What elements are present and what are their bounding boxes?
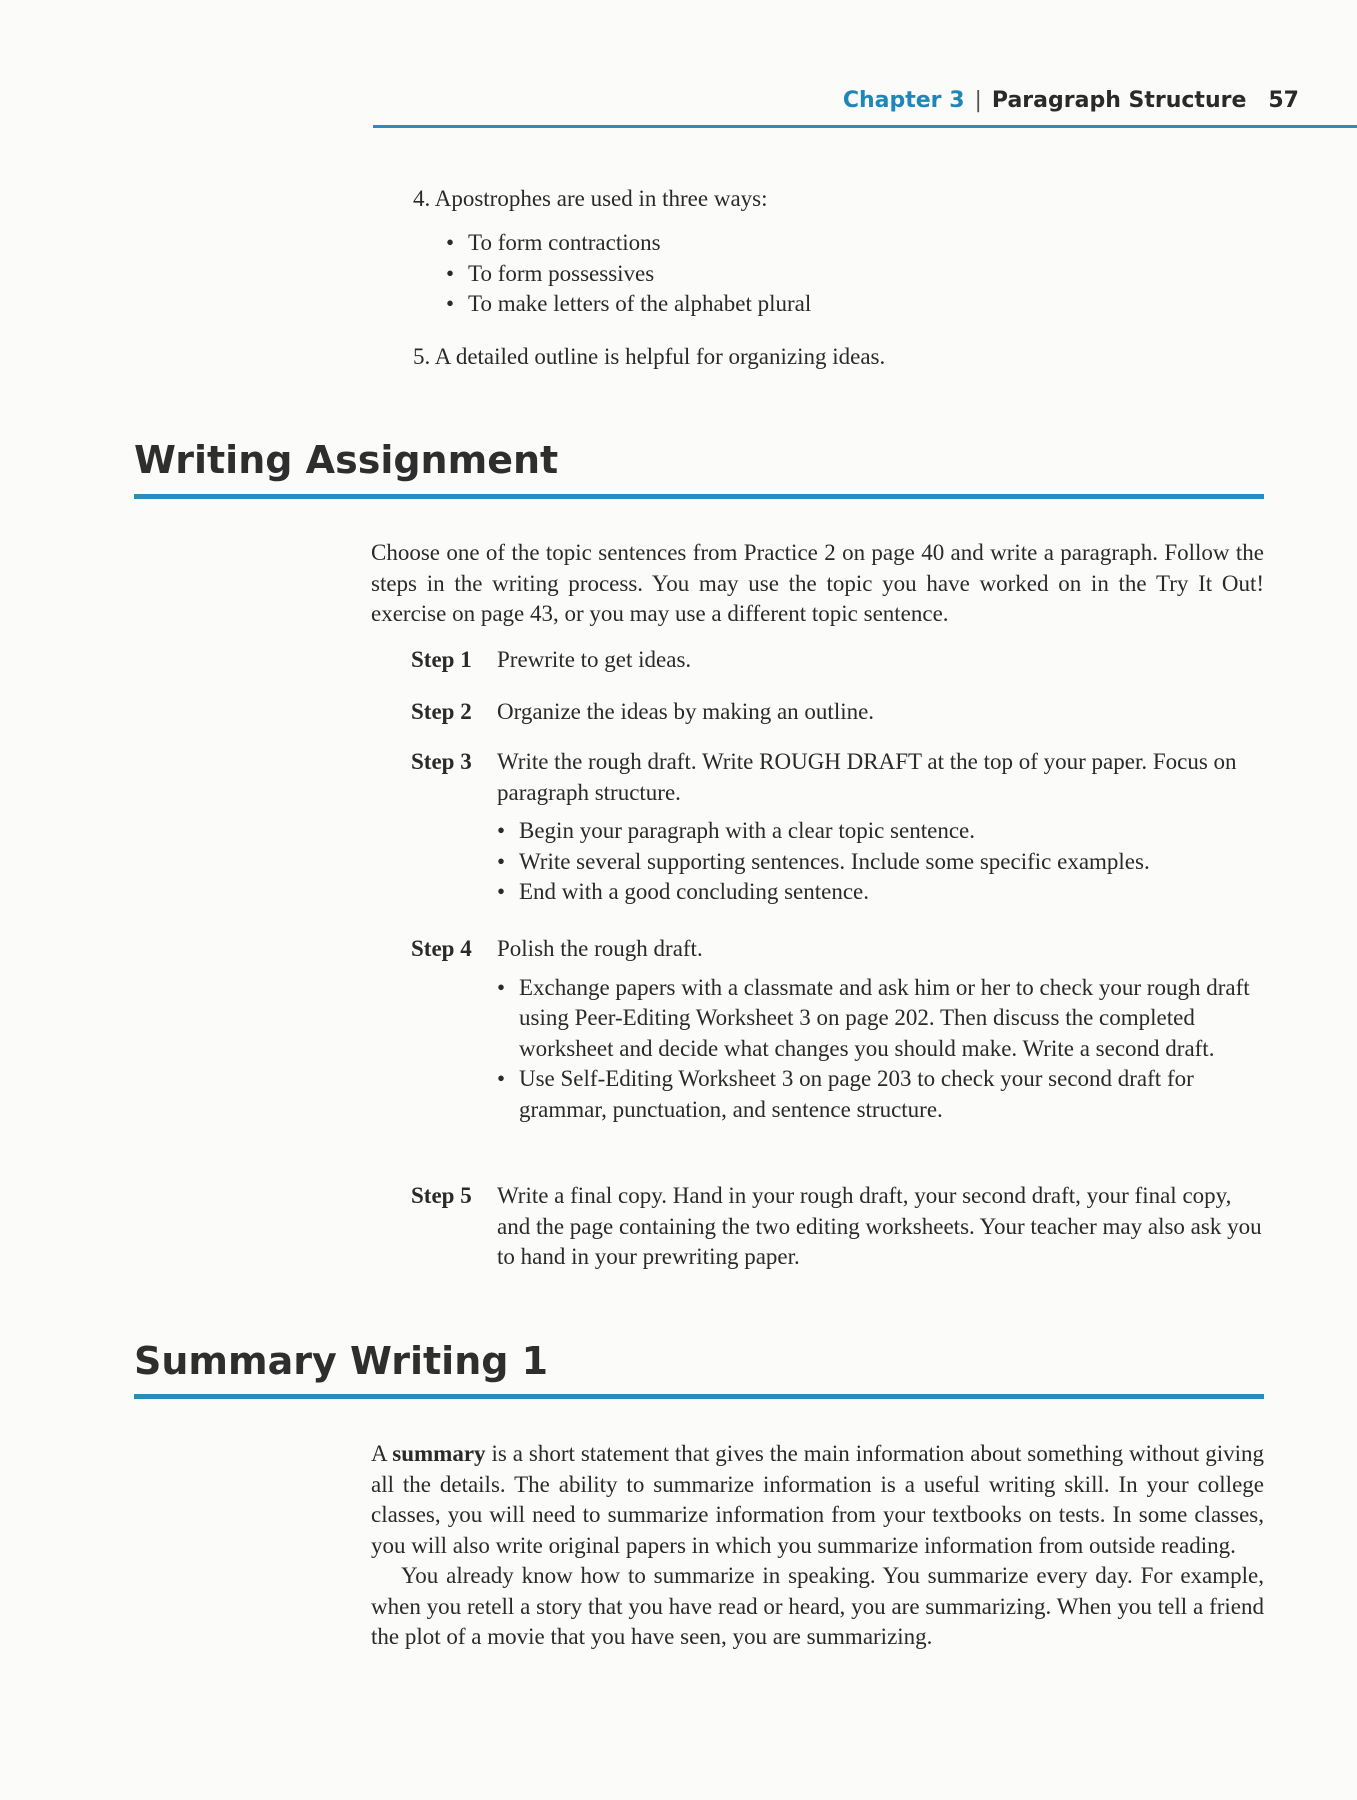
- chapter-label: Chapter 3: [842, 88, 965, 113]
- step-label: Step 3: [411, 749, 472, 774]
- step-2: [411, 697, 1264, 728]
- section-heading-summary-writing: Summary Writing 1: [134, 1339, 549, 1383]
- step-label: Step 5: [411, 1183, 472, 1208]
- step-text: Polish the rough draft.: [497, 936, 703, 961]
- bullet-item: • To make letters of the alphabet plural: [446, 289, 811, 320]
- header-rule: [373, 125, 1357, 128]
- page-number: 57: [1268, 88, 1299, 113]
- assignment-intro: Choose one of the topic sentences from Practice 2 on page 40 and write a paragraph. Follow the steps in the writing process. You may use the topic you have worked on in the Try It Out! exercise on page 43, or you may use a different topic sentence.: [371, 540, 1264, 626]
- section-rule: [134, 1394, 1264, 1399]
- bullet-item: • To form contractions: [446, 228, 811, 259]
- step-3: [411, 747, 1264, 908]
- bullet-item: • To form possessives: [446, 259, 811, 290]
- step-label: Step 4: [411, 936, 472, 961]
- list-item-5: 5. A detailed outline is helpful for organizing ideas.: [413, 344, 886, 369]
- chapter-title: Paragraph Structure: [991, 88, 1247, 113]
- summary-paragraph-1: [371, 1439, 1264, 1561]
- step-4: [411, 934, 1264, 1125]
- summary-paragraph-2: You already know how to summarize in speaking. You summarize every day. For example, when you retell a story that you have read or heard, you are summarizing. When you tell a friend the plot of a movie that you have seen, you are summarizing.: [371, 1563, 1264, 1649]
- summary-body: [371, 1439, 1264, 1653]
- running-header: [843, 88, 1299, 113]
- step-text: Organize the ideas by making an outline.: [497, 699, 875, 724]
- header-separator: |: [974, 88, 982, 113]
- section-rule: [134, 494, 1264, 499]
- bullet-item: • Begin your paragraph with a clear topic sentence.: [497, 816, 1264, 847]
- section-heading-writing-assignment: Writing Assignment: [134, 438, 559, 482]
- step-text: Write a final copy. Hand in your rough draft, your second draft, your final copy, and the page containing the two editing worksheets. Your teacher may also ask you to hand in your prewriting paper.: [497, 1183, 1262, 1269]
- term-summary: summary: [392, 1441, 486, 1466]
- bullet-item: • Use Self-Editing Worksheet 3 on page 203 to check your second draft for grammar, punctuation, and sentence structure.: [497, 1064, 1264, 1125]
- bullet-item: • End with a good concluding sentence.: [497, 877, 1264, 908]
- step-label: Step 1: [411, 647, 472, 672]
- apostrophe-bullets: [446, 228, 811, 320]
- step-label: Step 2: [411, 699, 472, 724]
- text: is a short statement that gives the main information about something without giving all the details. The ability to summarize information is a useful writing skill. In your college classes, you will need to summarize information from your textbooks on tests. In some classes, you will also write original papers in which you summarize information from outside reading.: [371, 1441, 1265, 1558]
- step-1: [411, 645, 1264, 676]
- step-text: Write the rough draft. Write ROUGH DRAFT at the top of your paper. Focus on paragraph structure.: [497, 749, 1237, 805]
- step-5: [411, 1181, 1264, 1273]
- step-text: Prewrite to get ideas.: [497, 647, 692, 672]
- bullet-item: • Exchange papers with a classmate and ask him or her to check your rough draft using Peer-Editing Worksheet 3 on page 202. Then discuss the completed worksheet and decide what changes you should make. Write a second draft.: [497, 973, 1264, 1065]
- list-item-4: 4. Apostrophes are used in three ways:: [413, 186, 768, 211]
- text: A: [371, 1441, 393, 1466]
- bullet-item: • Write several supporting sentences. Include some specific examples.: [497, 847, 1264, 878]
